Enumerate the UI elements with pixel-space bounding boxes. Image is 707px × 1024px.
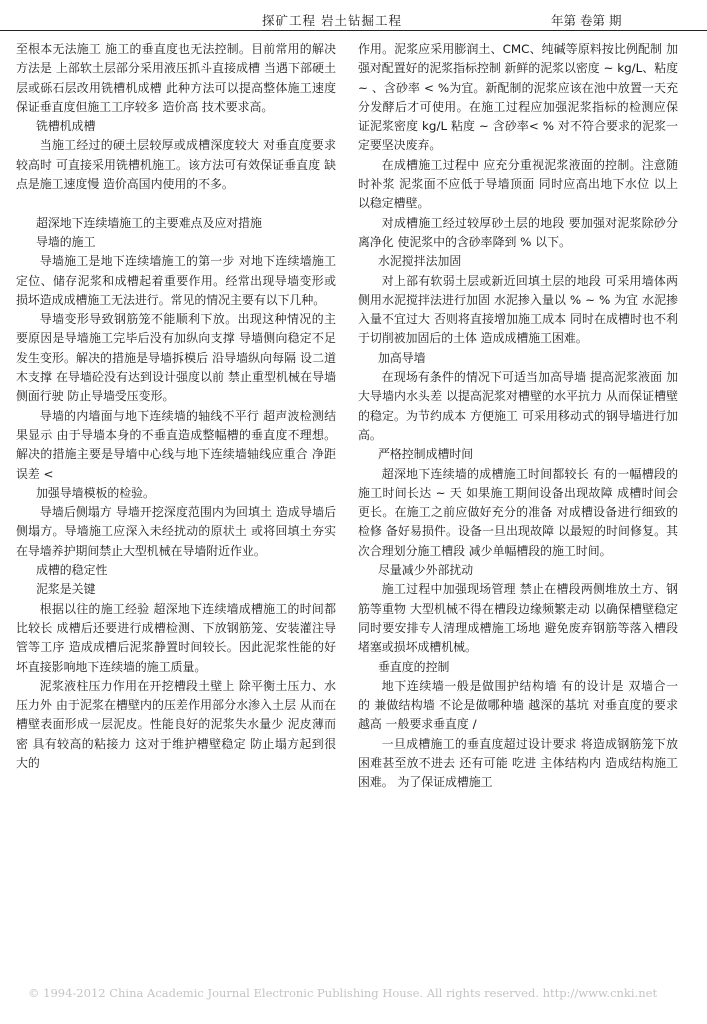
section-heading: 导墙的施工 <box>36 234 96 249</box>
body-paragraph: 导墙变形导致钢筋笼不能顺利下放。出现这种情况的主要原因是导墙施工完毕后没有加纵向支撑 导墙侧向稳定不足发生变形。解决的措施是导墙拆模后 沿导墙纵向每隔 设二道木支撑 在导墙砼没有达到设计强度以前 禁止重型机械在导墙侧面行驶 防止导墙受压变形。 <box>16 312 336 404</box>
section-heading: 成槽的稳定性 <box>36 563 108 578</box>
section-heading: 尽量减少外部扰动 <box>378 563 474 578</box>
body-paragraph: 超深地下连续墙的成槽施工时间都较长 有的一幅槽段的施工时间长达 ~ 天 如果施工期间设备出现故障 成槽时间会更长。在施工之前应做好充分的准备 对成槽设备进行细致的检修 备好易损件。设备一旦出现故障 以最短的时间修复。其次合理划分施工槽段 减少单幅槽段的施工时间。 <box>358 466 678 558</box>
section-heading: 加强导墙模板的检验。 <box>36 485 155 500</box>
right-column <box>358 40 678 793</box>
body-paragraph: 对成槽施工经过较厚砂土层的地段 要加强对泥浆除砂分离净化 使泥浆中的含砂率降到 % 以下。 <box>358 215 678 249</box>
body-paragraph: 泥浆液柱压力作用在开挖槽段土壁上 除平衡土压力、水压力外 由于泥浆在槽壁内的压差作用部分水渗入土层 从而在槽壁表面形成一层泥皮。性能良好的泥浆失水量少 泥皮薄而密 具有较高的粘接力 这对于维护槽壁稳定 防止塌方起到很大的 <box>16 678 336 770</box>
section-heading: 加高导墙 <box>378 350 426 365</box>
body-paragraph: 导墙施工是地下连续墙施工的第一步 对地下连续墙施工定位、储存泥浆和成槽起着重要作用。经常出现导墙变形或损坏造成成槽施工无法进行。常见的情况主要有以下几种。 <box>16 254 336 307</box>
body-paragraph: 施工过程中加强现场管理 禁止在槽段两侧堆放土方、钢筋等重物 大型机械不得在槽段边缘频繁走动 以确保槽壁稳定 同时要安排专人清理成槽施工场地 避免废弃钢筋等落入槽段堵塞或损坏成槽机械。 <box>358 582 678 655</box>
body-paragraph: 当施工经过的硬土层较厚或成槽深度较大 对垂直度要求较高时 可直接采用铣槽机施工。该方法可有效保证垂直度 缺点是施工速度慢 造价高国内使用的不多。 <box>16 138 336 192</box>
section-heading: 垂直度的控制 <box>378 659 450 674</box>
body-paragraph: 在成槽施工过程中 应充分重视泥浆液面的控制。注意随时补浆 泥浆面不应低于导墙顶面 同时应高出地下水位 以上 以稳定槽壁。 <box>358 157 678 211</box>
body-paragraph: 在现场有条件的情况下可适当加高导墙 提高泥浆液面 加大导墙内水头差 以提高泥浆对槽壁的水平抗力 从而保证槽壁的稳定。为节约成本 方便施工 可采用移动式的钢导墙进行加高。 <box>358 370 678 442</box>
issue-info: 年第 卷第 期 <box>551 13 622 28</box>
section-heading: 泥浆是关键 <box>36 582 96 597</box>
body-paragraph: 作用。泥浆应采用膨润土、CMC、纯碱等原料按比例配制 加强对配置好的泥浆指标控制 新鲜的泥浆以密度 ~ kg/L、粘度 ~ 、含砂率 < %为宜。新配制的泥浆应该在池中放置一天充分发酵后才可使用。在施工过程应加强泥浆指标的检测应保证泥浆密度 kg/L 粘度 ~ 含砂率< % 对不符合要求的泥浆一定要坚决废弃。 <box>358 42 678 153</box>
copyright-watermark: © 1994-2012 China Academic Journal Electronic Publishing House. All rights reserved. http://www.cnki.net <box>28 986 658 1000</box>
section-heading: 超深地下连续墙施工的主要难点及应对措施 <box>36 215 262 230</box>
section-heading: 严格控制成槽时间 <box>378 447 474 462</box>
section-heading: 铣槽机成槽 <box>36 119 96 134</box>
body-paragraph: 导墙后侧塌方 导墙开挖深度范围内为回填土 造成导墙后侧塌方。导墙施工应深入未经扰动的原状土 或将回填土夯实 在导墙养护期间禁止大型机械在导墙附近作业。 <box>16 505 336 558</box>
body-paragraph: 一旦成槽施工的垂直度超过设计要求 将造成钢筋笼下放困难甚至放不进去 还有可能 吃进 主体结构内 造成结构施工困难。 为了保证成槽施工 <box>358 736 678 790</box>
section-gap <box>16 194 336 213</box>
body-paragraph: 地下连续墙一般是做围护结构墙 有的设计是 双墙合一 的 兼做结构墙 不论是做哪种墙 越深的基坑 对垂直度的要求越高 一般要求垂直度 / <box>358 678 678 732</box>
page-header <box>0 8 707 31</box>
journal-title: 探矿工程 岩土钻掘工程 <box>262 13 402 28</box>
body-paragraph: 对上部有软弱土层或新近回填土层的地段 可采用墙体两侧用水泥搅拌法进行加固 水泥掺入量以 % ~ % 为宜 水泥掺入量不宜过大 否则将直接增加施工成本 同时在成槽时也不利于切削被加固后的土体 造成成槽施工困难。 <box>358 273 678 346</box>
body-paragraph: 至根本无法施工 施工的垂直度也无法控制。目前常用的解决方法是 上部软土层部分采用液压抓斗直接成槽 当遇下部硬土层或砾石层改用铣槽机成槽 此种方法可以提高整体施工速度 保证垂直度但施工工序较多 造价高 技术要求高。 <box>16 42 336 114</box>
body-paragraph: 根据以往的施工经验 超深地下连续墙成槽施工的时间都比较长 成槽后还要进行成槽检测、下放钢筋笼、安装灌注导管等工序 造成成槽后泥浆静置时间较长。因此泥浆性能的好坏直接影响地下连续墙的施工质量。 <box>16 601 336 674</box>
body-paragraph: 导墙的内墙面与地下连续墙的轴线不平行 超声波检测结果显示 由于导墙本身的不垂直造成整幅槽的垂直度不理想。解决的措施主要是导墙中心线与地下连续墙轴线应重合 净距误差 < <box>16 408 336 481</box>
section-heading: 水泥搅拌法加固 <box>378 254 462 269</box>
left-column <box>16 40 336 773</box>
